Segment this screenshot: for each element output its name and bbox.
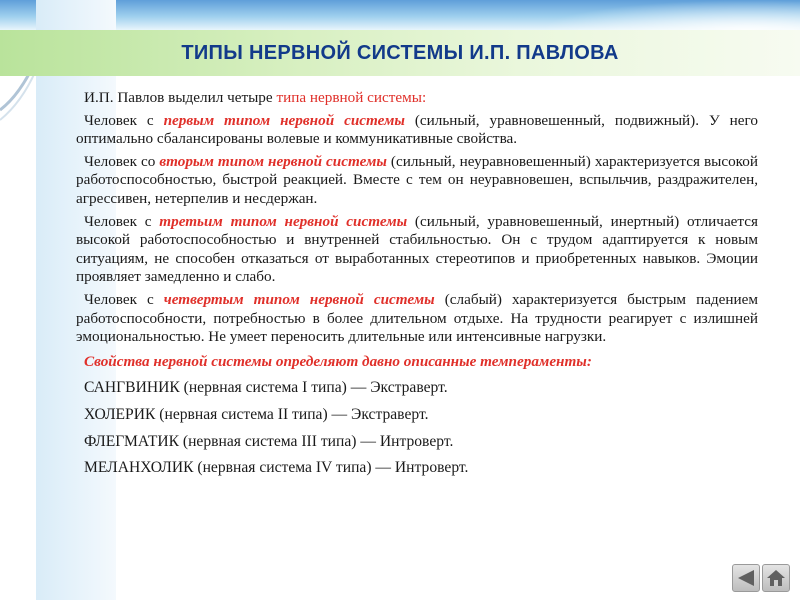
paragraph-after: (сильный, уравновешенный, инертный) отличается высокой работоспособностью и внутренней стабильностью. Он с трудом адаптируется к новым ситуациям, не способен отказаться от выработанных стереотипов и приобретенных навыков. Эмоции проявляет замедленно и слабо. <box>76 212 758 286</box>
temperament-sanguine: САНГВИНИК (нервная система I типа) — Экстраверт. <box>84 379 448 397</box>
paragraph-type-2 <box>76 153 758 209</box>
paragraph-before: Человек со <box>84 152 160 170</box>
intro-highlight: типа нервной системы: <box>276 89 427 106</box>
paragraph-highlight: четвертым типом нервной системы <box>163 290 435 308</box>
title-bar <box>0 30 800 76</box>
paragraph-after: (слабый) характеризуется быстрым падением работоспособности, потребностью в более длительном отдыхе. На трудности реагирует с излишней эмоциональностью. Не умеет переносить длительные или интенсивные нагрузки. <box>76 290 759 346</box>
home-icon <box>766 569 786 587</box>
paragraph-highlight: третьим типом нервной системы <box>159 212 408 230</box>
top-glow <box>540 0 800 30</box>
paragraph-after: (сильный, уравновешенный, подвижный). У него оптимально сбалансированы волевые и коммуникативные свойства. <box>76 111 758 148</box>
paragraph-type-1 <box>76 112 758 149</box>
paragraph-before: Человек с <box>84 111 164 129</box>
page-title: ТИПЫ НЕРВНОЙ СИСТЕМЫ И.П. ПАВЛОВА <box>181 41 619 64</box>
slide-navigation <box>732 564 792 592</box>
paragraph-highlight: первым типом нервной системы <box>163 111 405 129</box>
temperament-phlegmatic: ФЛЕГМАТИК (нервная система III типа) — Интроверт. <box>84 432 454 450</box>
home-button[interactable] <box>762 564 790 592</box>
intro-prefix: И.П. Павлов выделил четыре <box>84 89 277 106</box>
temperament-choleric: ХОЛЕРИК (нервная система II типа) — Экстраверт. <box>84 405 429 423</box>
paragraph-after: (сильный, неуравновешенный) характеризуется высокой работоспособностью, быстрой реакцией. Вместе с тем он неуравновешен, вспыльчив, раздражителен, агрессивен, нетерпелив и несдержан. <box>76 152 758 207</box>
slide-content <box>76 89 758 478</box>
back-arrow-icon <box>736 569 756 587</box>
temperament-melancholic: МЕЛАНХОЛИК (нервная система IV типа) — Интроверт. <box>84 459 469 477</box>
temperaments-heading: Свойства нервной системы определяют давно описанные темпераменты: <box>84 352 592 370</box>
top-decor-band <box>0 0 800 30</box>
paragraph-before: Человек с <box>84 290 164 308</box>
back-button[interactable] <box>732 564 760 592</box>
paragraph-type-4 <box>76 291 758 347</box>
paragraph-before: Человек с <box>84 212 160 230</box>
paragraph-type-3 <box>76 213 758 287</box>
paragraph-highlight: вторым типом нервной системы <box>159 152 387 170</box>
intro-text <box>76 89 758 108</box>
